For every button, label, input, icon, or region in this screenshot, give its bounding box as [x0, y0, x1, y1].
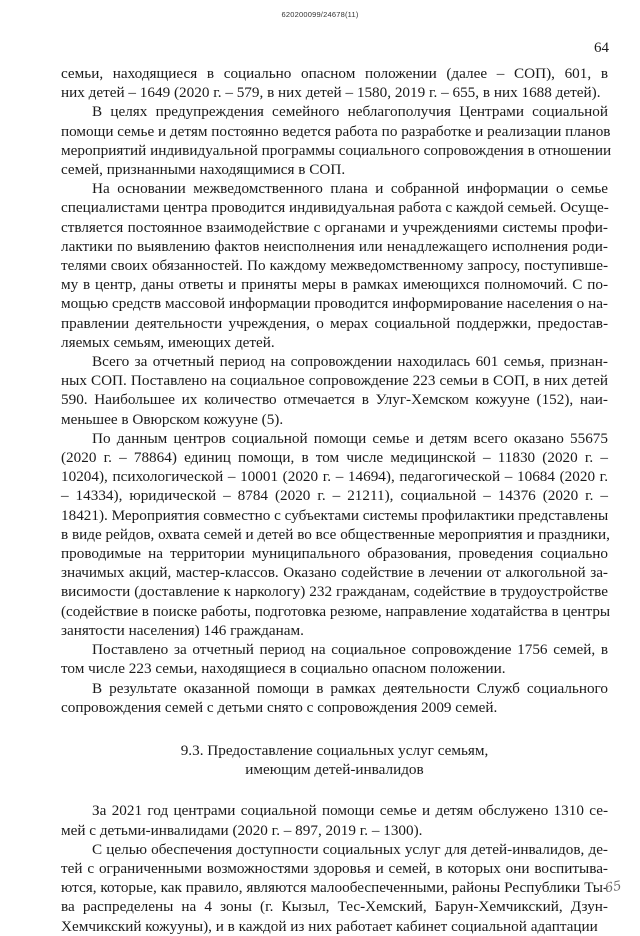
text-line: специалистами центра проводится индивидуальная работа с каждой семьей. Осуще-: [61, 199, 609, 217]
heading-line: 9.3. Предоставление социальных услуг семьям,: [180, 741, 489, 759]
document-code: 620200099/24678(11): [281, 10, 359, 19]
text-line: меньшее в Овюрском кожууне (5).: [61, 410, 284, 428]
text-line: лактики по выявлению фактов неисполнения или ненадлежащего исполнения роди-: [61, 237, 608, 255]
text-line: висимости (доставление к наркологу) 232 гражданам, содействие в трудоустройстве: [61, 583, 608, 601]
text-line: ются, которые, как правило, являются малообеспеченными, районы Республики Ты-: [61, 879, 608, 897]
text-line: Хемчикский кожууны), и в каждой из них работает кабинет социальной адаптации: [61, 917, 598, 935]
paragraph: [61, 429, 611, 640]
text-line: мей с детьми-инвалидами (2020 г. – 897, 2019 г. – 1300).: [61, 821, 423, 839]
text-line: ствляется постоянное взаимодействие с органами и учреждениями системы профи-: [61, 218, 608, 236]
handwritten-page-mark: 65: [603, 878, 623, 897]
text-line: тей с ограниченными возможностями здоровья и семей, в которых они воспитыва-: [61, 859, 608, 877]
text-line: значимых акций, мастер-классов. Оказано содействие в лечении от алкогольной за-: [61, 564, 608, 582]
spacer: [61, 779, 608, 801]
paragraph: [61, 179, 608, 352]
text-line: в виде рейдов, охвата семей и детей во все общественные мероприятия и праздники,: [61, 525, 610, 543]
text-line: них детей – 1649 (2020 г. – 579, в них детей – 1580, 2019 г. – 655, в них 1688 детей).: [61, 84, 601, 102]
paragraphs-after-heading: [61, 801, 608, 935]
paragraph: [61, 640, 608, 678]
text-line: семей, признанными находящимися в СОП.: [61, 161, 346, 179]
text-line: (2020 г. – 78864) единиц помощи, в том числе медицинской – 11830 (2020 г. –: [61, 449, 608, 467]
text-line: Всего за отчетный период на сопровождении находилась 601 семья, признан-: [92, 353, 608, 371]
text-line: – 14334), юридической – 8784 (2020 г. – 21211), социальной – 14376 (2020 г. –: [61, 487, 608, 505]
page-number: 64: [594, 40, 609, 56]
paragraph: [61, 64, 608, 102]
text-line: В целях предупреждения семейного неблагополучия Центрами социальной: [92, 103, 608, 121]
text-line: За 2021 год центрами социальной помощи семье и детям обслужено 1310 се-: [92, 802, 608, 820]
paragraph: [61, 801, 608, 839]
text-line: (содействие в поиске работы, подготовка резюме, направление ходатайства в центры: [61, 602, 611, 620]
heading-line: имеющим детей-инвалидов: [245, 761, 424, 779]
text-line: семьи, находящиеся в социально опасном положении (далее – СОП), 601, в: [61, 65, 608, 82]
text-line: сопровождения семей с детьми снято с сопровождения 2009 семей.: [61, 698, 498, 716]
text-line: 590. Наибольшее их количество отмечается в Улуг-Хемском кожууне (152), наи-: [61, 391, 608, 409]
text-line: му в центр, даны ответы и приняты меры в рамках имеющихся полномочий. С по-: [61, 276, 608, 294]
spacer: [61, 717, 608, 741]
text-line: ва распределены на 4 зоны (г. Кызыл, Тес-Хемский, Барун-Хемчикский, Дзун-: [61, 898, 608, 916]
document-body: [61, 64, 612, 936]
text-line: ляемых семьям, имеющих детей.: [61, 333, 275, 351]
text-line: По данным центров социальной помощи семье и детям всего оказано 55675: [92, 429, 608, 447]
text-line: Поставлено за отчетный период на социальное сопровождение 1756 семей, в: [92, 641, 608, 659]
section-heading: [61, 741, 608, 779]
text-line: мощью средств массовой информации проводится информирование населения о на-: [61, 295, 608, 313]
text-line: На основании межведомственного плана и собранной информации о семье: [92, 180, 608, 198]
text-line: телями своих обязанностей. По каждому межведомственному запросу, поступивше-: [61, 257, 608, 275]
text-line: С целью обеспечения доступности социальных услуг для детей-инвалидов, де-: [92, 840, 608, 858]
paragraphs-before-heading: [61, 64, 612, 717]
paragraph: [61, 679, 608, 717]
text-line: занятости населения) 146 гражданам.: [61, 621, 304, 639]
text-line: 18421). Мероприятия совместно с субъектами системы профилактики представлены: [61, 506, 609, 524]
paragraph: [61, 102, 612, 179]
paragraph: [61, 840, 608, 936]
text-line: том числе 223 семьи, находящиеся в социально опасном положении.: [61, 660, 506, 678]
text-line: помощи семье и детям постоянно ведется работа по разработке и реализации планов: [61, 122, 611, 140]
text-line: мероприятий индивидуальной программы социального сопровождения в отношении: [61, 141, 612, 159]
text-line: ных СОП. Поставлено на социальное сопровождение 223 семьи в СОП, в них детей: [61, 372, 608, 390]
text-line: В результате оказанной помощи в рамках деятельности Служб социального: [92, 679, 608, 697]
paragraph: [61, 352, 608, 429]
text-line: правлении деятельности учреждения, о мерах социальной поддержки, предостав-: [61, 314, 608, 332]
text-line: 10204), психологической – 10001 (2020 г. – 14694), педагогической – 10684 (2020 г.: [61, 468, 608, 486]
text-line: проводимые на территории муниципального образования, проведения социально: [61, 545, 608, 563]
